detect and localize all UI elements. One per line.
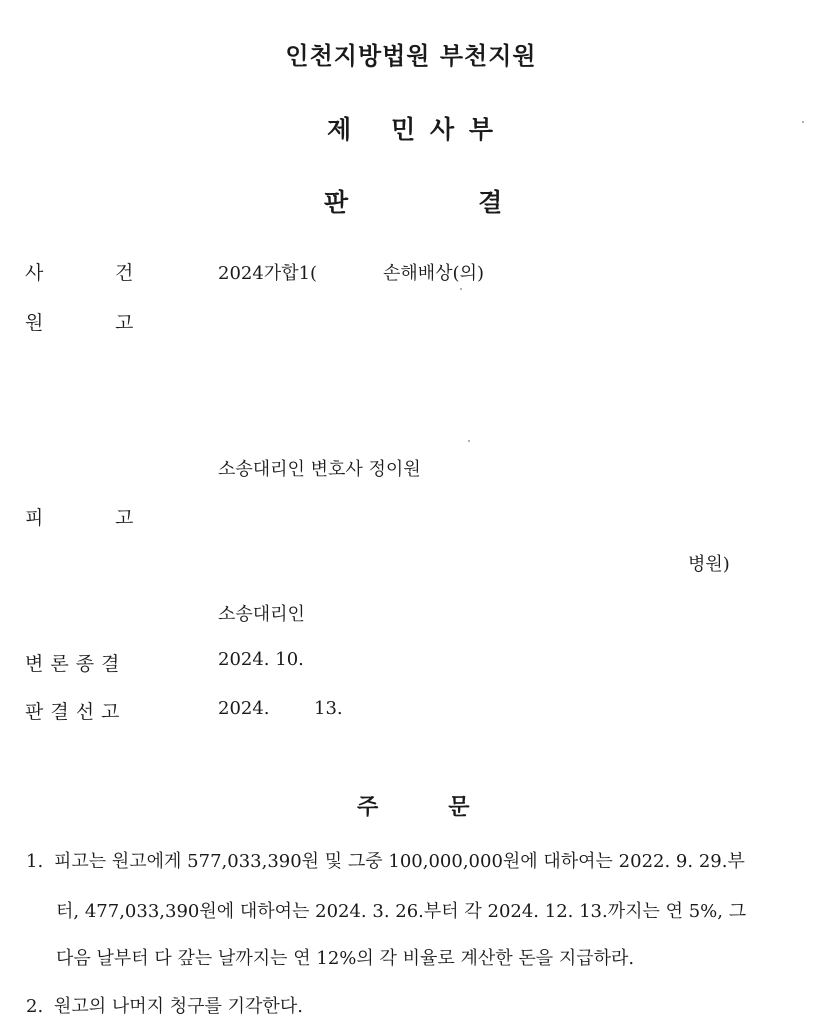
- order-item-2: [26, 992, 816, 1018]
- title-first-char: 판: [324, 188, 349, 217]
- division-suffix: 민 사 부: [391, 115, 494, 144]
- order-item-1-line-1: 피고는 원고에게 577,033,390원 및 그중 100,000,000원에 대하여는 2022. 9. 29.부: [54, 851, 745, 872]
- scan-speck: [802, 121, 804, 123]
- judgment-date-suffix: 13.: [314, 698, 343, 719]
- scan-speck: [460, 288, 462, 290]
- title-second-char: 결: [478, 188, 503, 217]
- order-section-title: 주 문: [357, 795, 470, 820]
- order-item-1-line-2: 터, 477,033,390원에 대하여는 2024. 3. 26.부터 각 2024. 12. 13.까지는 연 5%, 그: [56, 901, 747, 922]
- plaintiff-attorney: 소송대리인 변호사 정이원: [218, 459, 421, 480]
- case-label: 사 건: [25, 262, 134, 284]
- case-number: 2024가합1(: [218, 263, 318, 284]
- defendant-attorney: 소송대리인: [218, 604, 305, 625]
- hearing-end-label: 변론종결: [25, 653, 127, 675]
- hearing-end-date: 2024. 10.: [218, 649, 304, 670]
- defendant-hospital-suffix: 병원): [688, 554, 730, 575]
- order-item-1: [26, 847, 816, 873]
- order-item-2-line-1: 원고의 나머지 청구를 기각한다.: [54, 996, 303, 1017]
- division-name: [327, 110, 493, 146]
- scan-speck: [468, 440, 470, 442]
- order-item-2-number: 2.: [26, 996, 44, 1017]
- order-item-1-line-3: 다음 날부터 다 갚는 날까지는 연 12%의 각 비율로 계산한 돈을 지급하라.: [56, 948, 635, 969]
- division-prefix: 제: [327, 115, 352, 144]
- court-name: 인천지방법원 부천지원: [285, 42, 537, 70]
- defendant-label: 피 고: [25, 507, 134, 529]
- plaintiff-label: 원 고: [25, 312, 134, 334]
- case-name: 손해배상(의): [383, 263, 484, 284]
- document-title: [324, 183, 502, 219]
- judgment-date-prefix: 2024.: [218, 698, 270, 719]
- judgment-date-label: 판결선고: [25, 701, 127, 723]
- order-item-1-number: 1.: [26, 851, 44, 872]
